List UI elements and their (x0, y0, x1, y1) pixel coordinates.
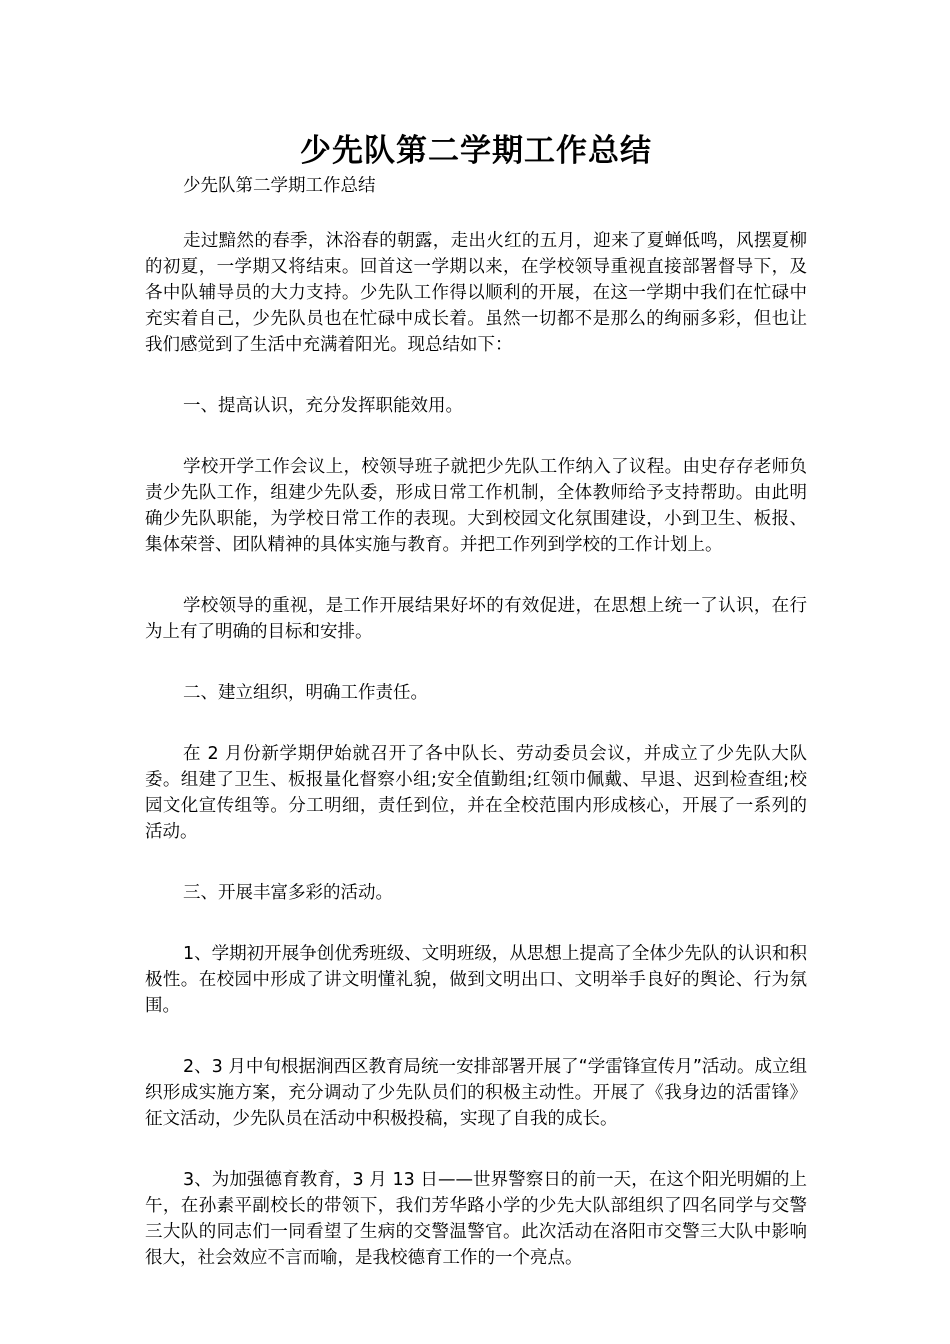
spacer (145, 199, 807, 228)
document-subtitle: 少先队第二学期工作总结 (183, 176, 376, 196)
paragraph-section-1-b: 学校领导的重视，是工作开展结果好坏的有效促进，在思想上统一了认识，在行为上有了明确的目标和安排。 (145, 596, 807, 642)
section-heading-3: 三、开展丰富多彩的活动。 (183, 883, 393, 903)
paragraph-section-2: 在 2 月份新学期伊始就召开了各中队长、劳动委员会议，并成立了少先队大队委。组建了卫生、板报量化督察小组;安全值勤组;红领巾佩戴、早退、迟到检查组;校园文化宣传组等。分工明细，责任到位，并在全校范围内形成核心，开展了一系列的活动。 (145, 744, 807, 842)
spacer (145, 906, 807, 941)
spacer (145, 358, 807, 393)
paragraph-intro: 走过黯然的春季，沐浴春的朝露，走出火红的五月，迎来了夏蝉低鸣，风摆夏柳的初夏，一学期又将结束。回首这一学期以来，在学校领导重视直接部署督导下，及各中队辅导员的大力支持。少先队工作得以顺利的开展，在这一学期中我们在忙碌中充实着自己，少先队员也在忙碌中成长着。虽然一切都不是那么的绚丽多彩，但也让我们感觉到了生活中充满着阳光。现总结如下： (145, 231, 807, 355)
spacer (145, 558, 807, 593)
paragraph-activity-2: 2、3 月中旬根据涧西区教育局统一安排部署开展了“学雷锋宣传月”活动。成立组织形成实施方案，充分调动了少先队员们的积极主动性。开展了《我身边的活雷锋》征文活动，少先队员在活动中积极投稿，实现了自我的成长。 (145, 1057, 807, 1129)
spacer (145, 1132, 807, 1167)
paragraph-activity-1: 1、学期初开展争创优秀班级、文明班级，从思想上提高了全体少先队的认识和积极性。在校园中形成了讲文明懂礼貌，做到文明出口、文明举手良好的舆论、行为氛围。 (145, 944, 807, 1016)
spacer (145, 1019, 807, 1054)
document-page (145, 128, 807, 1271)
paragraph-section-1-a: 学校开学工作会议上，校领导班子就把少先队工作纳入了议程。由史存存老师负责少先队工作，组建少先队委，形成日常工作机制，全体教师给予支持帮助。由此明确少先队职能，为学校日常工作的表现。大到校园文化氛围建设，小到卫生、板报、集体荣誉、团队精神的具体实施与教育。并把工作列到学校的工作计划上。 (145, 457, 807, 555)
spacer (145, 645, 807, 680)
paragraph-activity-3: 3、为加强德育教育，3 月 13 日——世界警察日的前一天，在这个阳光明媚的上午，在孙素平副校长的带领下，我们芳华路小学的少先大队部组织了四名同学与交警三大队的同志们一同看望了生病的交警温警官。此次活动在洛阳市交警三大队中影响很大，社会效应不言而喻，是我校德育工作的一个亮点。 (145, 1170, 807, 1268)
spacer (145, 845, 807, 880)
section-heading-1: 一、提高认识，充分发挥职能效用。 (183, 396, 463, 416)
spacer (145, 706, 807, 741)
spacer (145, 419, 807, 454)
document-title: 少先队第二学期工作总结 (300, 133, 652, 169)
section-heading-2: 二、建立组织，明确工作责任。 (183, 683, 428, 703)
